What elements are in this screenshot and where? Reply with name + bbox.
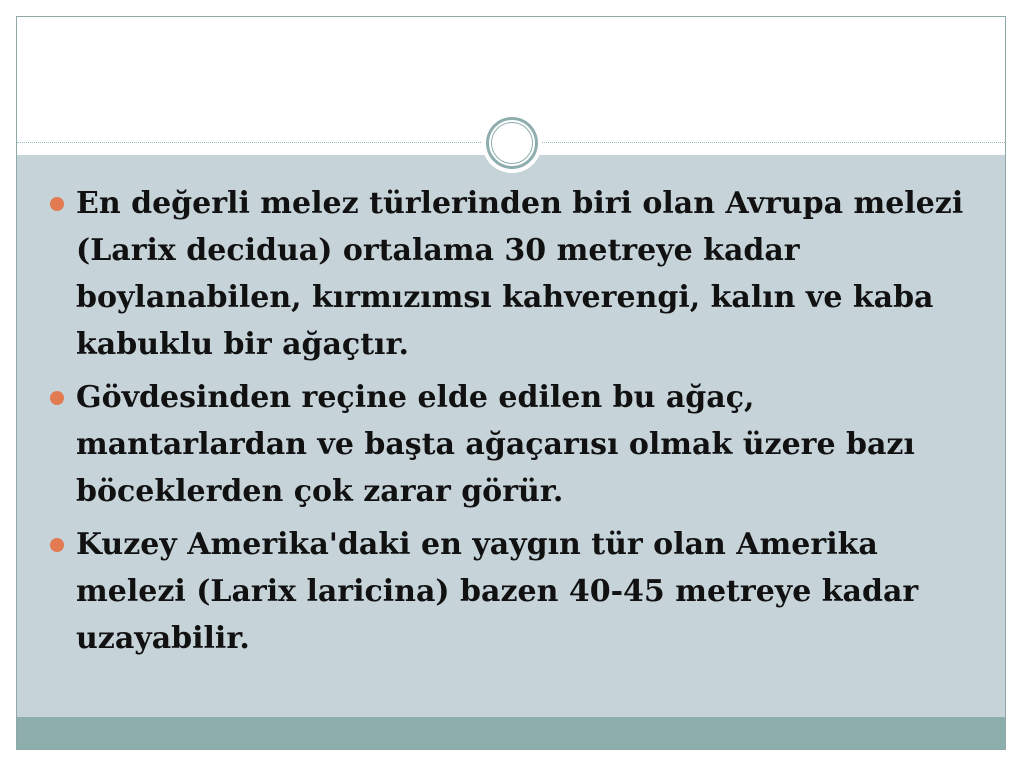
inner-circle-icon — [491, 122, 533, 164]
bullet-dot-icon — [50, 391, 64, 405]
footer-bar — [17, 717, 1005, 749]
bullet-text: Gövdesinden reçine elde edilen bu ağaç, mantarlardan ve başta ağaçarısı olmak üzere bazı böceklerden çok zarar görür. — [76, 380, 915, 509]
bullet-dot-icon — [50, 538, 64, 552]
bullet-item — [48, 521, 983, 662]
bullet-item — [48, 180, 983, 368]
bullet-item — [48, 374, 983, 515]
bullet-text: En değerli melez türlerinden biri olan Avrupa melezi (Larix decidua) ortalama 30 metreye kadar boylanabilen, kırmızımsı kahverengi, kalın ve kaba kabuklu bir ağaçtır. — [76, 186, 964, 362]
bullet-list — [48, 180, 983, 668]
bullet-dot-icon — [50, 197, 64, 211]
bullet-text: Kuzey Amerika'daki en yaygın tür olan Amerika melezi (Larix laricina) bazen 40-45 metreye kadar uzayabilir. — [76, 527, 919, 656]
